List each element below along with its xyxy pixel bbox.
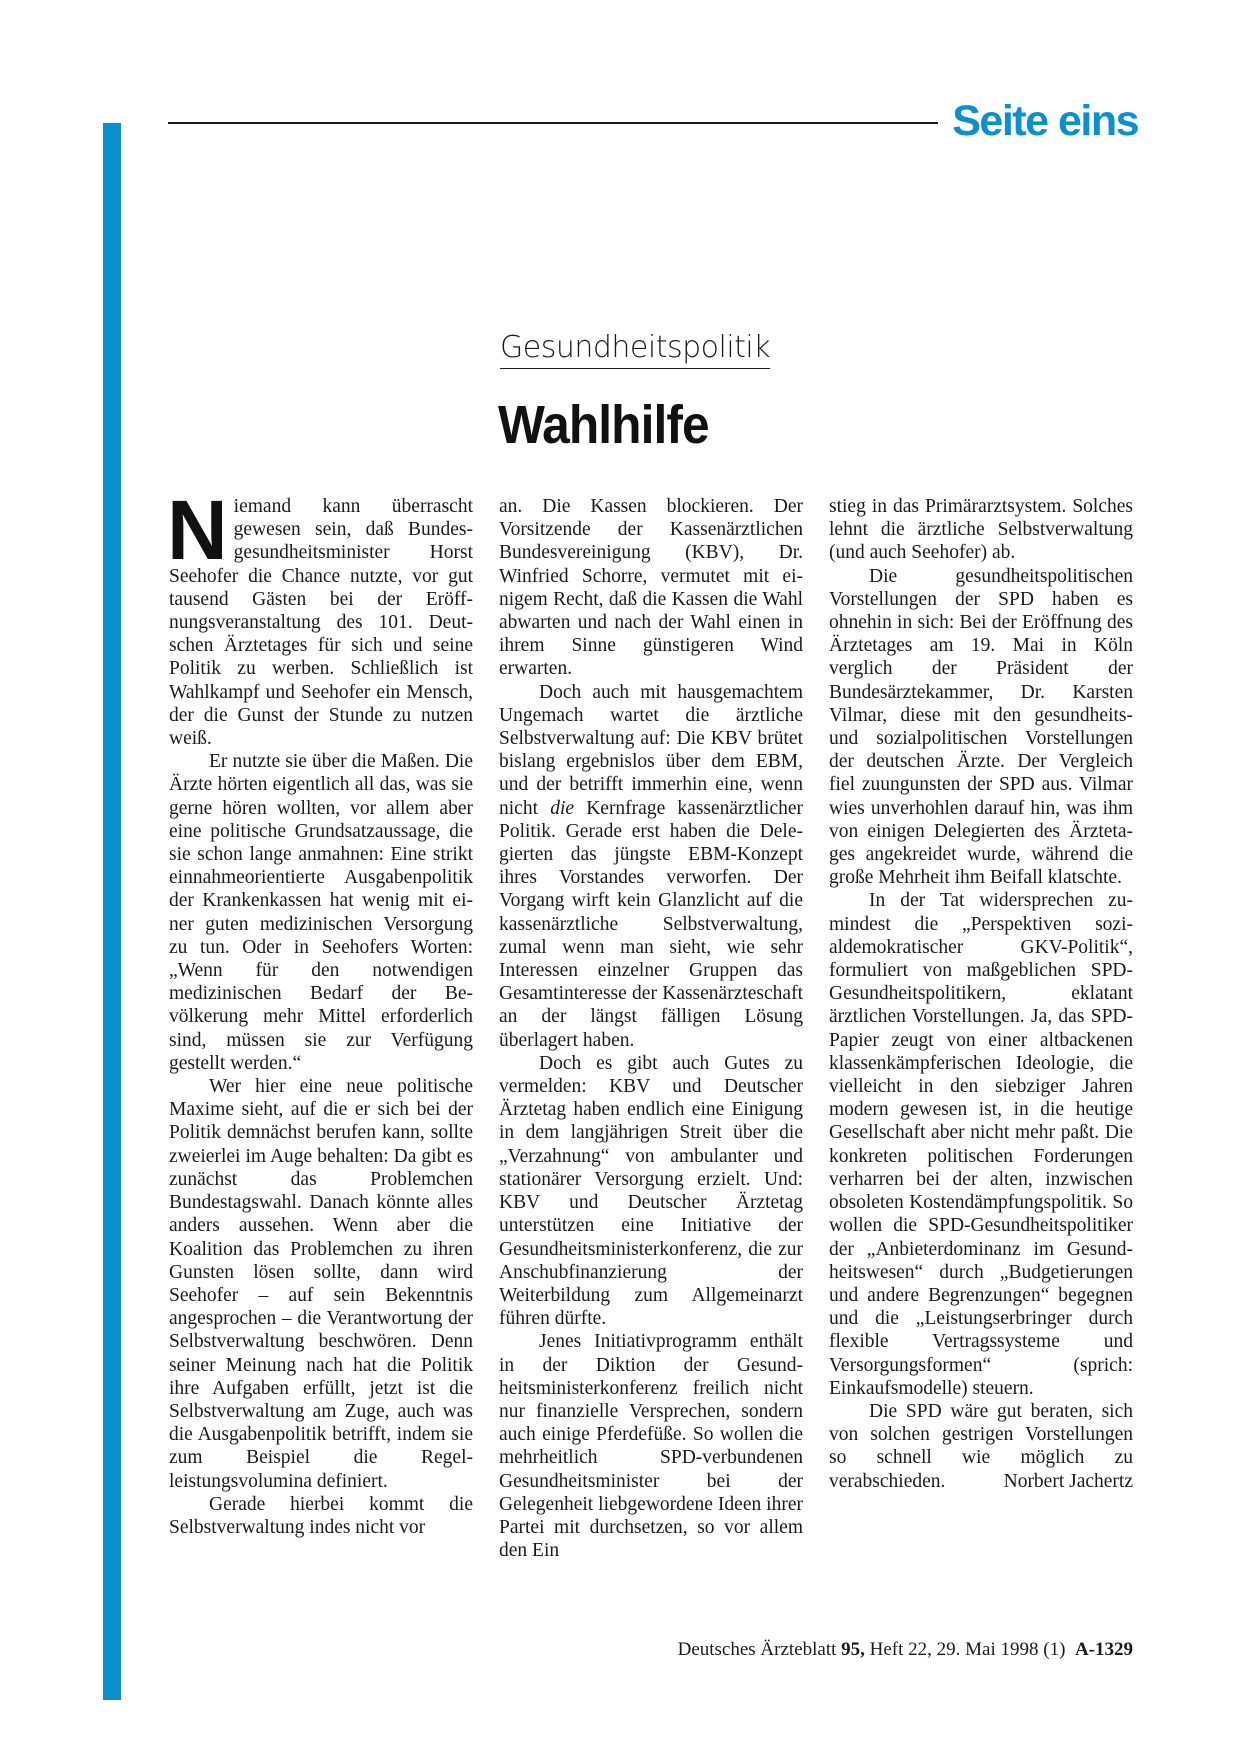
article-kicker: Gesundheitspolitik	[500, 330, 770, 369]
section-label: Seite eins	[952, 97, 1138, 145]
article-headline: Wahlhilfe	[498, 395, 709, 455]
journal-volume: 95,	[841, 1639, 865, 1660]
journal-name: Deutsches Ärzteblatt	[677, 1639, 837, 1660]
paragraph: Doch es gibt auch Gutes zu vermelden: KBV und Deutscher Ärztetag haben endlich eine Einigung in dem langjährigen Streit über die „Verzahnung“ von ambulanter und stationärer Versorgung erzielt. Und: KBV und Deutscher Ärztetag unterstützen eine Initiative der Gesundheitsministerkonferenz, die zur Anschubfinanzierung der Weiterbildung zum Allgemeinarzt führen dürfte.	[499, 1052, 803, 1330]
paragraph: Die SPD wäre gut beraten, sich von solchen gestrigen Vorstellungen so schnell wie möglich zu verabschieden. Norbert Jachertz	[829, 1400, 1133, 1492]
header-rule	[168, 122, 938, 124]
paragraph: Niemand kann überrascht gewesen sein, daß Bundesgesundheitsminister Horst Seehofer die Chance nutzte, vor gut tausend Gästen bei der Eröffnungsveranstaltung des 101. Deutschen Ärztetages für sich und seine Politik zu werben. Schließlich ist Wahlkampf und Seehofer ein Mensch, der die Gunst der Stunde zu nutzen weiß.	[167, 483, 473, 750]
accent-sidebar-bar	[103, 123, 121, 1700]
paragraph: Jenes Initiativprogramm enthält in der Diktion der Gesundheitsministerkonferenz freilich nicht nur finanzielle Versprechen, sondern auch einige Pferdefüße. So wollen die mehrheitlich SPD-verbundenen Gesundheitsminister bei der Gelegenheit liebgewordene Ideen ihrer Partei mit durchsetzen, so vor allem den Ein	[499, 1331, 803, 1562]
issue-info: Heft 22, 29. Mai 1998 (1)	[869, 1639, 1066, 1660]
text-column-2	[499, 495, 803, 1562]
author-name: Norbert Jachertz	[1003, 1470, 1133, 1492]
drop-cap: N	[167, 483, 228, 577]
paragraph: an. Die Kassen blockieren. Der Vorsitzende der Kassenärztlichen Bundesvereinigung (KBV), Dr. Winfried Schorre, vermutet mit einigem Recht, daß die Kassen die Wahl abwarten und nach der Wahl einen in ihrem Sinne günstigeren Wind erwarten.	[499, 496, 803, 680]
paragraph: stieg in das Primärarztsystem. Solches lehnt die ärztliche Selbstverwaltung (und auch Seehofer) ab.	[829, 496, 1133, 564]
paragraph: Gerade hierbei kommt die Selbstverwaltung indes nicht vor	[169, 1493, 473, 1538]
paragraph: Wer hier eine neue politische Maxime sieht, auf die er sich bei der Politik demnächst berufen kann, sollte zweierlei im Auge behalten: Da gibt es zunächst das Problemchen Bundestagswahl. Danach könnte alles anders aussehen. Wenn aber die Koalition das Problemchen zu ihren Gunsten lösen sollte, dann wird Seehofer – auf sein Bekenntnis angesprochen – die Verantwortung der Selbstverwaltung beschwören. Denn seiner Meinung nach hat die Politik ihre Aufgaben erfüllt, jetzt ist die Selbstverwaltung am Zuge, auch was die Ausgabenpolitik betrifft, indem sie zum Beispiel die Regelleistungsvolumina definiert.	[169, 1076, 473, 1492]
text-column-3	[829, 495, 1133, 1493]
text-column-1	[167, 483, 473, 1539]
page-number: A-1329	[1074, 1639, 1133, 1660]
emphasis: die	[550, 797, 575, 819]
paragraph: Doch auch mit hausgemachtem Ungemach wartet die ärztliche Selbstverwaltung auf: Die KBV brütet bislang ergebnislos über dem EBM, und der betrifft immerhin eine, wenn nicht die Kernfrage kassenärztlicher Politik. Gerade erst haben die Delegierten das jüngste EBM-Konzept ihres Vorstandes verworfen. Der Vorgang wirft kein Glanzlicht auf die kassenärztliche Selbstverwaltung, zumal wenn man sieht, wie sehr Interessen einzelner Gruppen das Gesamtinteresse der Kassenärzteschaft an der längst fälligen Lösung überlagert haben.	[499, 681, 804, 1051]
paragraph: In der Tat widersprechen zumindest die „Perspektiven sozialdemokratischer GKV-Politik“, formuliert von maßgeblichen SPD-Gesundheitspolitikern, eklatant ärztlichen Vorstellungen. Ja, das SPD-Papier zeugt von einer altbackenen klassenkämpferischen Ideologie, die vielleicht in den siebziger Jahren modern gewesen ist, in die heutige Gesellschaft aber nicht mehr paßt. Die konkreten politischen Forderungen verharren bei der alten, inzwischen obsoleten Kostendämpfungspolitik. So wollen die SPD-Gesundheitspolitiker der „Anbieterdominanz im Gesundheitswesen“ durch „Budgetierungen und andere Begrenzungen“ begegnen und die „Leistungserbringer durch flexible Vertragssysteme und Versorgungsformen“ (sprich: Einkaufsmodelle) steuern.	[829, 890, 1133, 1399]
paragraph: Die gesundheitspolitischen Vorstellungen der SPD haben es ohnehin in sich: Bei der Eröffnung des Ärztetages am 19. Mai in Köln verglich der Präsident der Bundesärztekammer, Dr. Karsten Vilmar, diese mit den gesundheits- und sozialpolitischen Vorstellungen der deutschen Ärzte. Der Vergleich fiel zuungunsten der SPD aus. Vilmar wies unverhohlen darauf hin, was ihm von einigen Delegierten des Ärztetages angekreidet wurde, während die große Mehrheit ihm Beifall klatschte.	[829, 565, 1133, 889]
page-footer	[640, 1638, 1133, 1662]
paragraph: Er nutzte sie über die Maßen. Die Ärzte hörten eigentlich all das, was sie gerne hören wollten, vor allem aber eine politische Grundsatzaussage, die sie schon lange anmahnen: Eine strikt einnahmeorientierte Ausgabenpolitik der Krankenkassen hat wenig mit einer guten medizinischen Versorgung zu tun. Oder in Seehofers Worten: „Wenn für den notwendigen medizinischen Bedarf der Bevölkerung mehr Mittel erforderlich sind, müssen sie zur Verfügung gestellt werden.“	[169, 751, 473, 1074]
